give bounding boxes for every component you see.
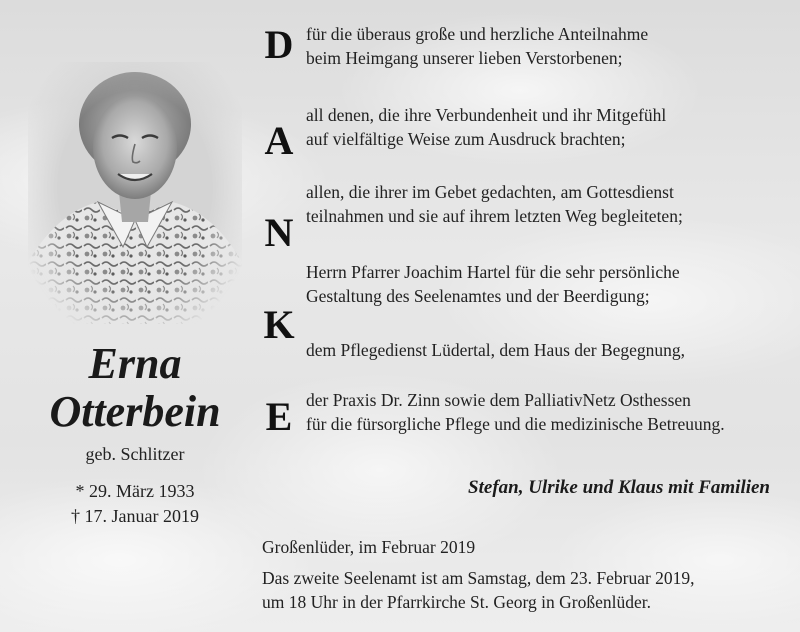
thanks-line: teilnahmen und sie auf ihrem letzten Weg begleiteten; — [306, 206, 683, 226]
service-notice-line: Das zweite Seelenamt ist am Samstag, dem 23. Februar 2019, — [262, 568, 695, 588]
deceased-first-name: Erna — [88, 339, 182, 388]
thanks-line: Herrn Pfarrer Joachim Hartel für die sehr persönliche — [306, 262, 680, 282]
family-signature: Stefan, Ulrike und Klaus mit Familien — [468, 477, 770, 498]
thanks-line: Gestaltung des Seelenamtes und der Beerdigung; — [306, 286, 650, 306]
thanks-line: allen, die ihrer im Gebet gedachten, am Gottesdienst — [306, 182, 674, 202]
service-notice-line: um 18 Uhr in der Pfarrkirche St. Georg in Großenlüder. — [262, 592, 651, 612]
portrait-photo — [28, 62, 242, 324]
thanks-line: dem Pflegedienst Lüdertal, dem Haus der Begegnung, — [306, 340, 686, 360]
danke-letter-k: K — [263, 302, 295, 347]
place-date: Großenlüder, im Februar 2019 — [262, 537, 476, 557]
danke-letter-a: A — [264, 118, 294, 163]
deceased-last-name: Otterbein — [49, 387, 221, 436]
thanks-line: all denen, die ihre Verbundenheit und ihr Mitgefühl — [306, 105, 667, 125]
thanks-line: auf vielfältige Weise zum Ausdruck brachten; — [306, 129, 626, 149]
danke-letter-n: N — [264, 210, 294, 255]
death-date: † 17. Januar 2019 — [71, 506, 199, 526]
danke-letter-e: E — [265, 394, 293, 439]
thanks-line: für die überaus große und herzliche Anteilnahme — [306, 24, 649, 44]
thanks-line: für die fürsorgliche Pflege und die medizinische Betreuung. — [306, 414, 725, 434]
thanks-line: beim Heimgang unserer lieben Verstorbenen; — [306, 48, 623, 68]
thanks-line: der Praxis Dr. Zinn sowie dem PalliativNetz Osthessen — [306, 390, 691, 410]
birth-date: * 29. März 1933 — [75, 481, 195, 501]
danke-letter-d: D — [264, 22, 294, 67]
maiden-name: geb. Schlitzer — [85, 444, 185, 464]
